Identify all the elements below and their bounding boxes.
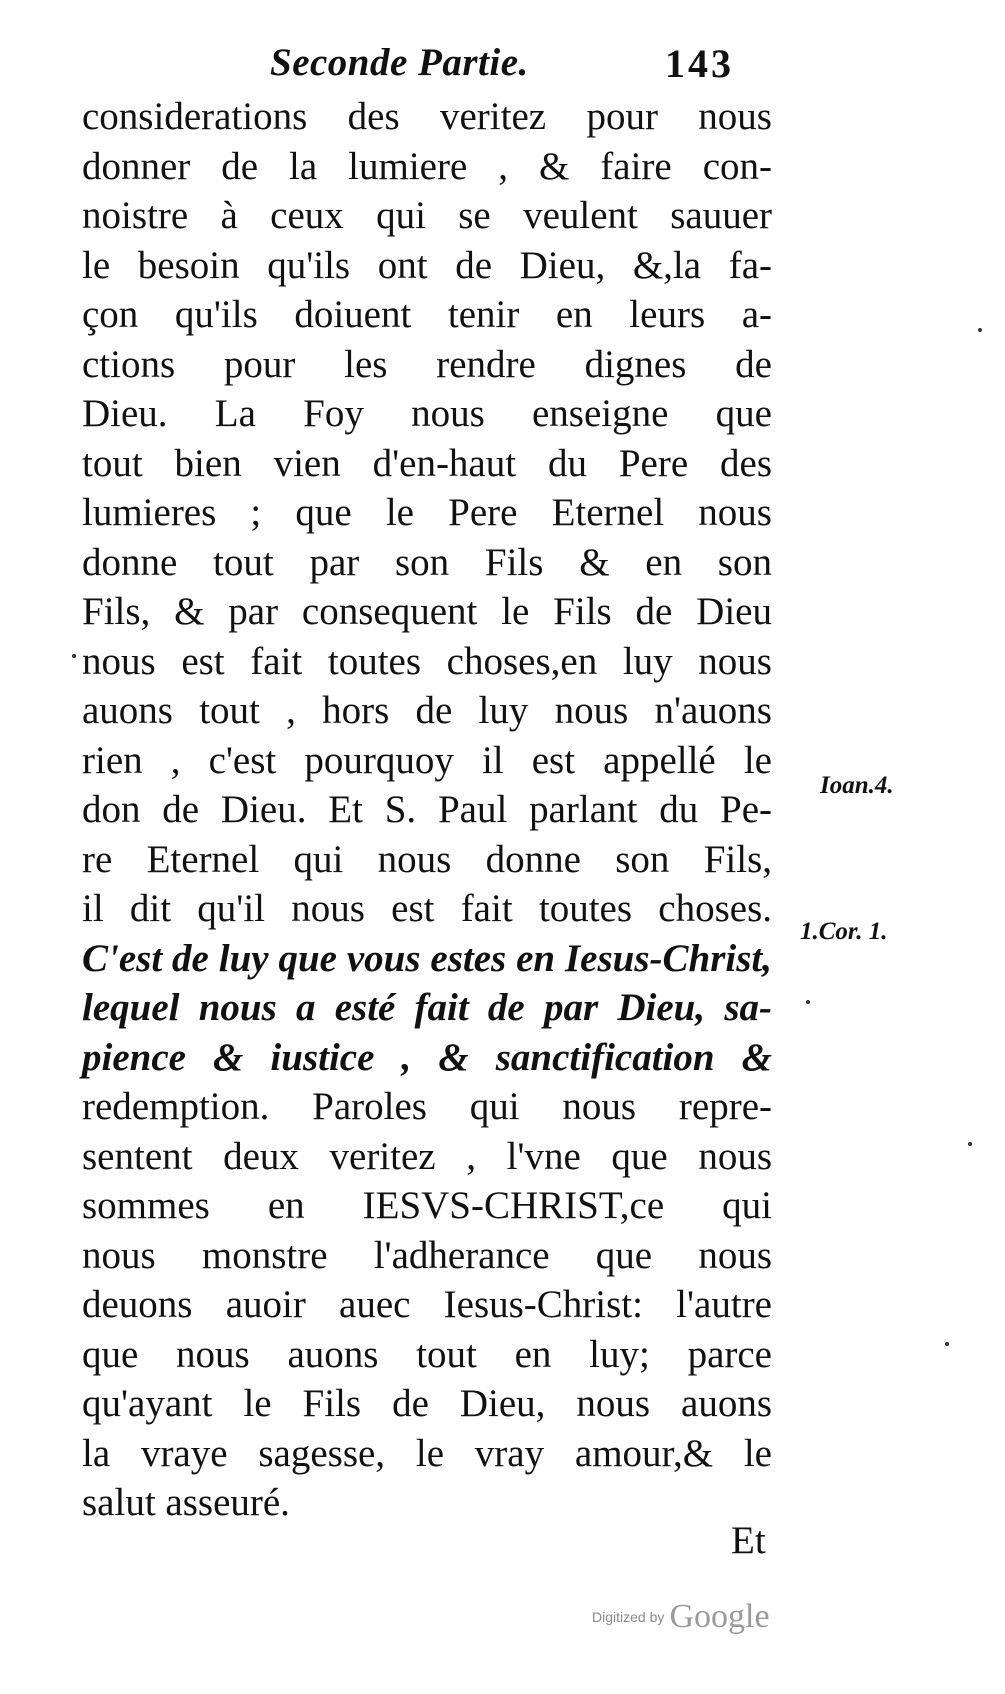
ink-speck <box>968 1142 972 1146</box>
google-logo: Google <box>669 1598 770 1635</box>
text-line: Fils, & par consequent le Fils de Dieu <box>82 590 772 633</box>
text-line: rien , c'est pourquoy il est appellé le <box>82 738 772 782</box>
text-line: salut asseuré. <box>82 1481 290 1524</box>
text-line: nous monstre l'adherance que nous <box>82 1233 772 1277</box>
text-line: le besoin qu'ils ont de Dieu, &,la fa- <box>82 243 772 287</box>
text-line: qu'ayant le Fils de Dieu, nous auons <box>82 1382 772 1425</box>
text-line: considerations des veritez pour nous <box>82 95 772 138</box>
text-line: don de Dieu. Et S. Paul parlant du Pe- <box>82 788 772 831</box>
text-line: deuons auoir auec Iesus-Christ: l'autre <box>82 1283 772 1326</box>
text-line: re Eternel qui nous donne son Fils, <box>82 837 772 881</box>
text-line: çon qu'ils doiuent tenir en leurs a- <box>82 293 772 336</box>
text-line-italic: lequel nous a esté fait de par Dieu, sa- <box>82 986 772 1029</box>
text-line: redemption. Paroles qui nous repre- <box>82 1085 772 1128</box>
text-line: sommes en IESVS-CHRIST,ce qui <box>82 1184 772 1227</box>
ink-speck <box>945 1342 949 1346</box>
text-line: la vraye sagesse, le vray amour,& le <box>82 1431 772 1475</box>
text-line: donne tout par son Fils & en son <box>82 540 772 584</box>
catchword: Et <box>731 1519 766 1562</box>
text-line: Dieu. La Foy nous enseigne que <box>82 392 772 435</box>
text-line: il dit qu'il nous est fait toutes choses. <box>82 887 772 930</box>
text-line: auons tout , hors de luy nous n'auons <box>82 689 772 732</box>
text-line: donner de la lumiere , & faire con- <box>82 144 772 188</box>
text-line: lumieres ; que le Pere Eternel nous <box>82 491 772 534</box>
text-line: noistre à ceux qui se veulent sauuer <box>82 194 772 237</box>
digitization-watermark <box>592 1598 770 1638</box>
margin-note-ioan: Ioan.4. <box>820 772 894 799</box>
text-line: tout bien vien d'en-haut du Pere des <box>82 441 772 485</box>
text-line-italic: C'est de luy que vous estes en Iesus-Christ, <box>82 936 772 980</box>
main-text <box>82 92 772 1528</box>
ink-speck <box>978 328 982 332</box>
text-line: ctions pour les rendre dignes de <box>82 342 772 386</box>
page-number: 143 <box>665 41 734 86</box>
text-line: que nous auons tout en luy; parce <box>82 1332 772 1376</box>
watermark-prefix: Digitized by <box>592 1609 665 1625</box>
page-header <box>270 40 770 90</box>
margin-note-cor: 1.Cor. 1. <box>800 918 888 945</box>
ink-speck <box>72 654 76 658</box>
ink-speck <box>806 1000 810 1004</box>
text-line: sentent deux veritez , l'vne que nous <box>82 1134 772 1178</box>
running-head: Seconde Partie. <box>270 41 529 84</box>
text-line-italic: pience & iustice , & sanctification & <box>82 1035 772 1079</box>
text-line: nous est fait toutes choses,en luy nous <box>82 639 772 683</box>
